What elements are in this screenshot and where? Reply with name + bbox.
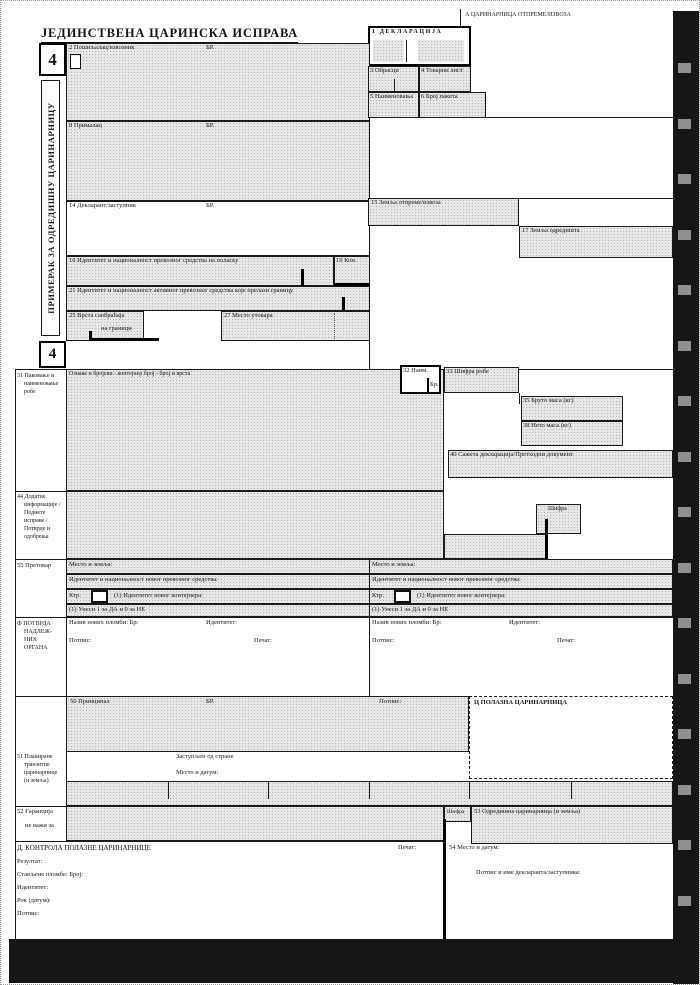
- field-44-label-line: 44 Додатне: [17, 494, 46, 500]
- field-17-label: 17 Земља одредишта: [522, 227, 580, 234]
- copy-name-strip: [41, 80, 60, 336]
- perforation-square: [678, 674, 691, 684]
- section-f-label: [17, 620, 52, 652]
- field-32-label: 32 Наим.: [403, 367, 428, 374]
- field-54-label: 54 Место и датум:: [449, 844, 500, 851]
- perforation-square: [678, 618, 691, 628]
- field-55-container-label: (1) Идентитет новог контејнера:: [114, 592, 203, 599]
- field-52-sub-label: не важи за: [25, 822, 54, 829]
- divider: [268, 781, 269, 799]
- section-d-result-label: Резултат:: [17, 858, 43, 865]
- section-c-label: Ц ПОЛАЗНА ЦАРИНАРНИЦА: [474, 699, 568, 706]
- section-f-signature-label: Потпис:: [69, 637, 92, 644]
- field-2-number-label: БР.: [206, 44, 215, 51]
- field-44-additional-info: [66, 491, 444, 559]
- field-25-sub-label: на граници: [101, 325, 132, 332]
- field-44-label: [17, 493, 61, 542]
- field-31-goods-description: [66, 369, 444, 491]
- field-55-container-left: [66, 589, 370, 604]
- declaration-subbox-right: [418, 40, 464, 62]
- field-31-label-line: робе: [24, 389, 36, 396]
- field-21-label: 21 Идентитет и националност активног превозног средства које прелази границу: [69, 287, 294, 294]
- field-44-label-line: информације /: [24, 502, 61, 509]
- section-d-seals-label: Стављене пломбе: Број:: [17, 871, 84, 878]
- section-f-identity-label: Идентитет:: [509, 619, 541, 626]
- field-52-label: 52 Гаранција: [17, 808, 53, 815]
- perforation-square: [678, 174, 691, 184]
- section-d-stamp-label: Печат:: [398, 844, 417, 851]
- field-52-guarantee: [66, 806, 444, 841]
- field-14-number-label: БР.: [206, 202, 215, 209]
- field-31-inner-label: Ознаке и бројеви - контејнер број - број и врста: [69, 371, 191, 377]
- field-35-label: 35 Бруто маса (кг): [523, 397, 574, 404]
- divider: [369, 781, 370, 799]
- divider: [519, 393, 520, 404]
- bottom-scan-band: [9, 939, 699, 983]
- field-51-label-line: 51 Планиране: [17, 754, 53, 760]
- field-50-label: 50 Принципал: [70, 698, 110, 705]
- field-8-number-label: БР.: [206, 122, 215, 129]
- declaration-title: 1 ДЕКЛАРАЦИЈА: [372, 29, 443, 35]
- field-38-label: 38 Нето маса (кг): [523, 422, 571, 429]
- field-5-label: 5 Наименовања: [370, 93, 414, 100]
- perforation-strip: [673, 11, 699, 985]
- section-f-seals-label: Назив нових пломби: Бр:: [69, 619, 139, 626]
- section-f-label-line: НАДЛЕЖ-: [24, 629, 52, 636]
- perforation-square: [678, 896, 691, 906]
- divider: [519, 198, 673, 199]
- copy-name-label: ПРИМЕРАК ЗА ОДРЕДИШНУ ЦАРИНАРНИЦУ: [45, 102, 56, 314]
- field-50-number-label: БР.: [206, 698, 215, 705]
- field-50-represented-label: Заступљен од стране: [176, 753, 234, 760]
- section-f-seals-label: Назив нових пломби: Бр:: [372, 619, 442, 626]
- perforation-square: [678, 119, 691, 129]
- tick-mark: [301, 269, 304, 286]
- field-55-ctr-box: [394, 590, 411, 603]
- section-f-label-line: ОРГАНА: [24, 645, 48, 652]
- section-d-signature-label: Потпис:: [17, 910, 40, 917]
- tick-mark: [342, 297, 345, 310]
- dotted-divider: [334, 313, 335, 339]
- field-44-label-line: одобрења: [24, 534, 49, 541]
- perforation-square: [678, 563, 691, 573]
- section-d-declarant-signature-label: Потпис и име декларанта/заступника:: [476, 869, 581, 876]
- tick-mark: [443, 819, 446, 939]
- divider: [486, 117, 673, 118]
- section-f-identity-label: Идентитет:: [206, 619, 238, 626]
- field-55-container-right: [369, 589, 673, 604]
- copy-number: 4: [48, 49, 57, 69]
- section-d-deadline-label: Рок (датум):: [17, 897, 51, 904]
- copy-number: 4: [48, 346, 57, 362]
- tick-mark: [545, 519, 548, 559]
- field-52-code-label: Шифра: [447, 809, 465, 815]
- field-31-label-line: 31 Паковање и: [17, 373, 55, 379]
- perforation-square: [678, 729, 691, 739]
- field-2-checkbox: [70, 54, 81, 69]
- field-27-label: 27 Место утовара: [224, 312, 273, 319]
- perforation-square: [678, 396, 691, 406]
- field-2-consignor: [66, 43, 370, 121]
- field-44-code-label: Шифра: [548, 506, 567, 512]
- field-55-identity-label: Идентитет и националност новог превозног средства:: [372, 576, 521, 583]
- perforation-square: [678, 785, 691, 795]
- divider: [469, 781, 470, 799]
- field-55-note-label: (1) Унеси 1 за ДА и 0 за НЕ: [69, 606, 146, 613]
- field-55-place-label: Место и земља:: [372, 561, 416, 568]
- section-f-signature-label: Потпис:: [372, 637, 395, 644]
- field-33-label: 33 Шифра робе: [446, 368, 489, 375]
- field-6-label: 6 Број пакета: [421, 93, 458, 100]
- copy-number-box-top: [39, 43, 66, 76]
- field-50-signature-label: Потпис:: [379, 698, 402, 705]
- field-19-label: 19 Кон.: [336, 257, 357, 264]
- field-51-label: [17, 753, 57, 785]
- field-55-ctr-box: [91, 590, 108, 603]
- section-d-identity-label: Идентитет:: [17, 884, 49, 891]
- perforation-square: [678, 285, 691, 295]
- divider: [571, 781, 572, 799]
- field-55-label: 55 Претовар: [17, 562, 52, 569]
- field-53-label: 53 Одредишна царинарница (и земља): [474, 808, 581, 815]
- field-51-label-line: транзитне: [24, 762, 50, 769]
- perforation-square: [678, 230, 691, 240]
- field-14-label: 14 Декларант/заступник: [69, 202, 137, 209]
- office-a-label: А ЦАРИНАРНИЦА ОТПРЕМЕ/ИЗВОЗА: [465, 12, 572, 18]
- field-4-label: 4 Товарни лист: [421, 67, 463, 74]
- perforation-square: [678, 507, 691, 517]
- section-c-office-of-departure: [469, 696, 673, 779]
- field-3-label: 3 Обрасци: [370, 67, 399, 74]
- field-8-label: 8 Прималац: [69, 122, 102, 129]
- field-32-sub-label: Бр.: [430, 381, 439, 388]
- field-50-place-date-label: Место и датум:: [176, 769, 219, 776]
- field-44-label-line: Поднете: [24, 510, 46, 517]
- field-55-container-label: (1) Идентитет новог контејнера:: [417, 592, 506, 599]
- divider: [15, 617, 673, 618]
- field-51-label-line: (и земља): [24, 778, 49, 785]
- field-44-extension: [444, 534, 546, 559]
- field-55-note-label: (1) Унеси 1 за ДА и 0 за НЕ: [372, 606, 449, 613]
- divider: [394, 79, 395, 92]
- field-31-label: [17, 372, 58, 396]
- field-31-label-line: наименовање: [24, 381, 59, 388]
- divider: [15, 369, 16, 939]
- tick-mark: [427, 378, 429, 393]
- section-f-stamp-label: Печат:: [557, 637, 576, 644]
- field-50-principal: [66, 696, 469, 752]
- section-f-label-line: НИХ: [24, 637, 37, 644]
- tick-mark: [89, 338, 159, 341]
- section-d-label: Д. КОНТРОЛА ПОЛАЗНЕ ЦАРИНАРНИЦЕ: [17, 844, 151, 852]
- field-8-consignee: [66, 121, 370, 201]
- field-44-label-line: Потврде и: [24, 526, 51, 533]
- field-44-label-line: исправе /: [24, 518, 48, 525]
- section-f-label-line: Ф ПОТВРДА: [17, 621, 51, 627]
- field-55-place-label: Место и земља:: [69, 561, 113, 568]
- field-55-identity-label: Идентитет и националност новог превозног средства:: [69, 576, 218, 583]
- field-51-label-line: царинарнице: [24, 770, 58, 777]
- field-18-label: 18 Идентитет и националност превозног средства на поласку: [69, 257, 239, 264]
- perforation-square: [678, 63, 691, 73]
- copy-number-box-bottom: [39, 341, 66, 368]
- divider: [15, 841, 444, 842]
- declaration-subbox-left: [373, 40, 404, 62]
- divider: [168, 781, 169, 799]
- perforation-square: [678, 452, 691, 462]
- field-15-label: 15 Земља отпреме/извоза: [371, 199, 441, 206]
- section-f-stamp-label: Печат:: [254, 637, 273, 644]
- perforation-square: [678, 341, 691, 351]
- field-25-label: 25 Врста саобраћаја: [69, 312, 125, 319]
- field-55-ctr-label: Ктр.: [372, 592, 384, 599]
- field-2-label: 2 Пошиљалац/извозник: [69, 44, 135, 51]
- divider: [406, 40, 407, 62]
- perforation-square: [678, 840, 691, 850]
- page-title: ЈЕДИНСТВЕНА ЦАРИНСКА ИСПРАВА: [41, 26, 298, 43]
- divider: [460, 9, 461, 26]
- field-40-label: 40 Сажета декларација/Претходни документ: [450, 451, 573, 458]
- field-55-ctr-label: Ктр.: [69, 592, 81, 599]
